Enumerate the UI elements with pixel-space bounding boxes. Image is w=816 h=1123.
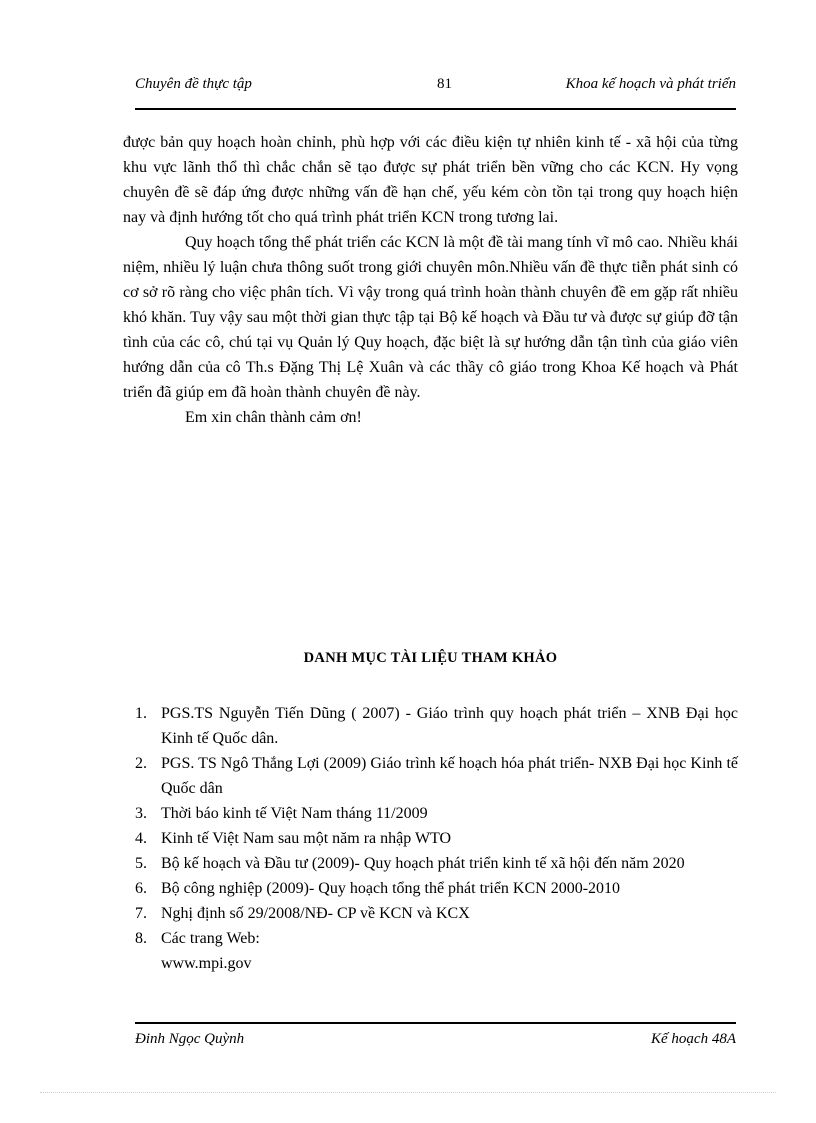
- header-faculty: Khoa kế hoạch và phát triển: [565, 76, 736, 92]
- reference-number: 1.: [135, 705, 147, 722]
- page-header: [135, 74, 736, 110]
- page-footer: [135, 1022, 736, 1054]
- references-list: [135, 701, 738, 976]
- reference-url: www.mpi.gov: [161, 955, 252, 972]
- reference-number: 2.: [135, 755, 147, 772]
- reference-item: [135, 751, 738, 801]
- reference-item: [135, 701, 738, 751]
- reference-text: PGS.TS Nguyễn Tiến Dũng ( 2007) - Giáo trình quy hoạch phát triển – XNB Đại học Kinh tế Quốc dân.: [161, 705, 738, 747]
- page-number: 81: [437, 76, 452, 92]
- reference-item: [135, 826, 738, 851]
- footer-class: Kế hoạch 48A: [651, 1031, 736, 1047]
- reference-number: 3.: [135, 805, 147, 822]
- references-title: DANH MỤC TÀI LIỆU THAM KHẢO: [303, 650, 558, 666]
- body-text: [123, 130, 738, 430]
- reference-text: Các trang Web:: [161, 930, 260, 947]
- paragraph-2: Quy hoạch tổng thể phát triển các KCN là một đề tài mang tính vĩ mô cao. Nhiều khái niệm, nhiều lý luận chưa thông suốt trong giới chuyên môn.Nhiều vấn đề thực tiễn phát sinh có cơ sở rõ ràng cho việc phân tích. Vì vậy trong quá trình hoàn thành chuyên đề em gặp rất nhiều khó khăn. Tuy vậy sau một thời gian thực tập tại Bộ kế hoạch và Đầu tư và được sự giúp đỡ tận tình của các cô, chú tại vụ Quản lý Quy hoạch, đặc biệt là sự hướng dẫn tận tình của giáo viên hướng dẫn của cô Th.s Đặng Thị Lệ Xuân và các thầy cô giáo trong Khoa Kế hoạch và Phát triển đã giúp em đã hoàn thành chuyên đề này.: [123, 234, 738, 401]
- reference-item: [135, 801, 738, 826]
- reference-number: 6.: [135, 880, 147, 897]
- reference-text: Bộ công nghiệp (2009)- Quy hoạch tổng thể phát triển KCN 2000-2010: [161, 880, 621, 897]
- reference-number: 5.: [135, 855, 147, 872]
- reference-text: PGS. TS Ngô Thắng Lợi (2009) Giáo trình kế hoạch hóa phát triển- NXB Đại học Kinh tế Quốc dân: [161, 755, 738, 797]
- reference-item: [135, 876, 738, 901]
- reference-number: 4.: [135, 830, 147, 847]
- reference-item: [135, 926, 738, 951]
- reference-item: [135, 851, 738, 876]
- reference-text: Thời báo kinh tế Việt Nam tháng 11/2009: [161, 805, 428, 822]
- page-bottom-divider: [40, 1092, 776, 1093]
- reference-item: [135, 901, 738, 926]
- footer-author: Đinh Ngọc Quỳnh: [135, 1031, 245, 1047]
- reference-text: Kinh tế Việt Nam sau một năm ra nhập WTO: [161, 830, 452, 847]
- reference-text: Bộ kế hoạch và Đầu tư (2009)- Quy hoạch phát triển kinh tế xã hội đến năm 2020: [161, 855, 685, 872]
- paragraph-1: được bản quy hoạch hoàn chỉnh, phù hợp với các điều kiện tự nhiên kinh tế - xã hội của từng khu vực lãnh thổ thì chắc chắn sẽ tạo được sự phát triển bền vững cho các KCN. Hy vọng chuyên đề sẽ đáp ứng được những vấn đề hạn chế, yếu kém còn tồn tại trong quy hoạch hiện nay và định hướng tốt cho quá trình phát triển KCN trong tương lai.: [123, 134, 738, 226]
- header-doc-type: Chuyên đề thực tập: [135, 76, 252, 92]
- reference-number: 7.: [135, 905, 147, 922]
- reference-text: Nghị định số 29/2008/NĐ- CP về KCN và KCX: [161, 905, 470, 922]
- paragraph-thanks: Em xin chân thành cảm ơn!: [185, 409, 362, 426]
- reference-number: 8.: [135, 930, 147, 947]
